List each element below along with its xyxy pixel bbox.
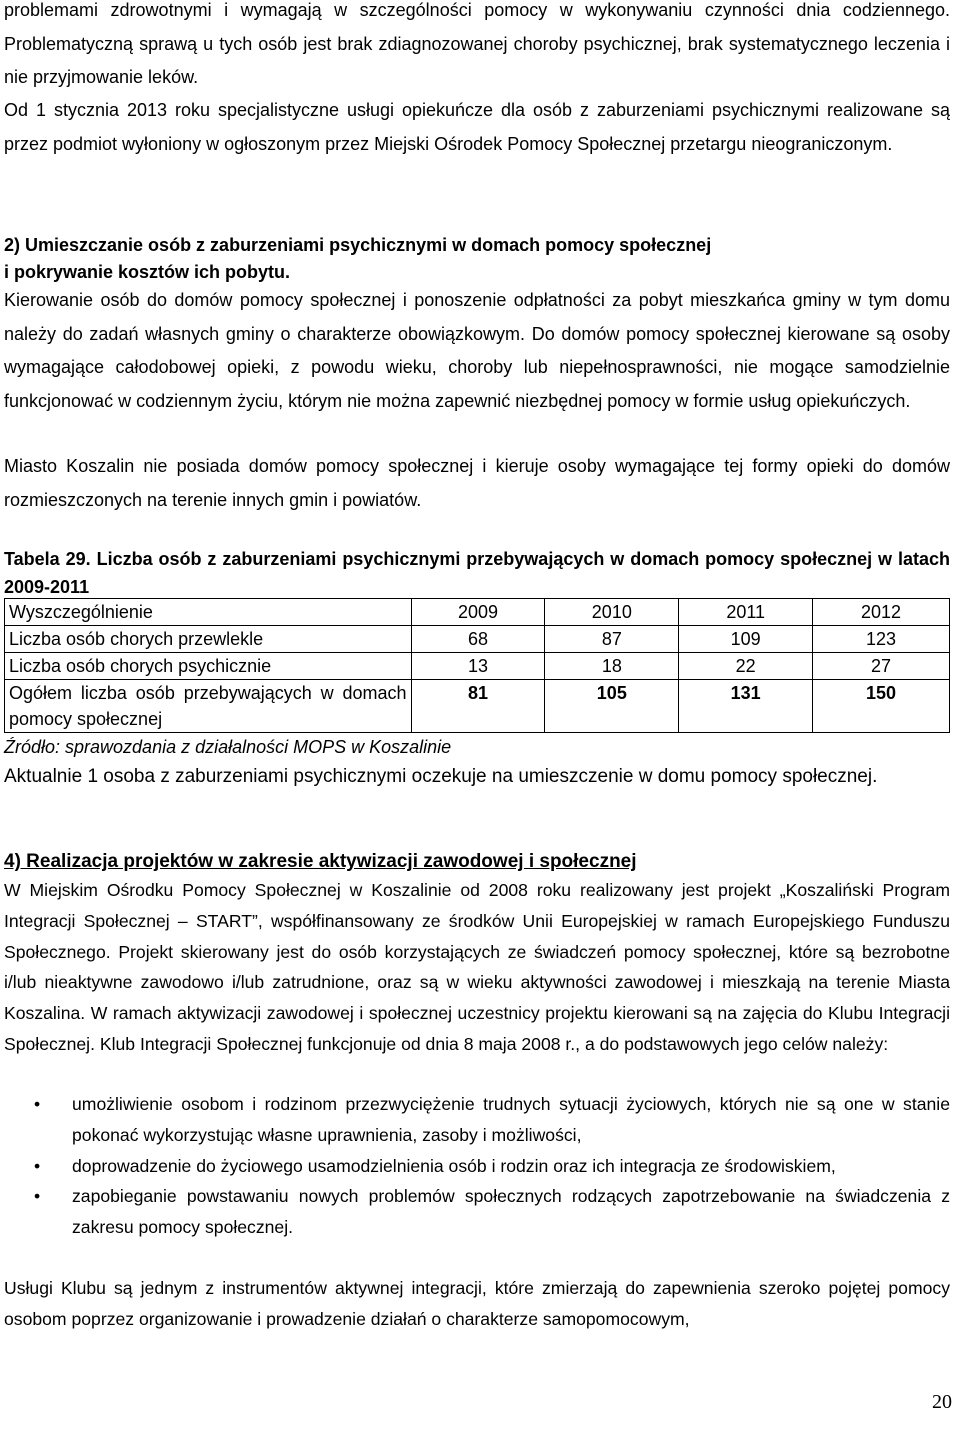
paragraph-start-program: W Miejskim Ośrodku Pomocy Społecznej w Koszalinie od 2008 roku realizowany jest projekt „Koszaliński Program Integracji Społecznej – START”, współfinansowany ze środków Unii Europejskiej w ramach Europejskiego Funduszu Społecznego. Projekt skierowany jest do osób korzystających ze świadczeń pomocy społecznej, które są bezrobotne i/lub nieaktywne zawodowo i/lub zatrudnione, oraz są w wieku aktywności zawodowej i mieszkają na terenie Miasta Koszalina. W ramach aktywizacji zawodowej i społecznej uczestnicy projektu kierowani są na zajęcia do Klubu Integracji Społecznej. Klub Integracji Społecznej funkcjonuje od dnia 8 maja 2008 r., a do podstawowych jego celów należy: — [4, 880, 950, 1054]
table-row-label: Ogółem liczba osób przebywających w domach pomocy społecznej — [5, 680, 412, 733]
bullet-icon: • — [34, 1186, 41, 1207]
paragraph-intro-continuation: problemami zdrowotnymi i wymagają w szczególności pomocy w wykonywaniu czynności dnia codziennego. Problematyczną sprawą u tych osób jest brak zdiagnozowanej choroby psychicznej, brak systematycznego leczenia i nie przyjmowanie leków. — [4, 0, 950, 87]
table-cell: 123 — [813, 626, 950, 653]
table-caption — [4, 545, 950, 601]
section-heading-2 — [4, 232, 950, 286]
table-header-row — [5, 599, 950, 626]
table-header-cell: 2009 — [411, 599, 545, 626]
paragraph-club-services: Usługi Klubu są jednym z instrumentów aktywnej integracji, które zmierzają do zapewnienia szeroko pojętej pomocy osobom poprzez organizowanie i prowadzenie działań o charakterze samopomocowym, — [4, 1278, 950, 1329]
table-cell: 27 — [813, 653, 950, 680]
list-item-text: umożliwienie osobom i rodzinom przezwyciężenie trudnych sytuacji życiowych, których nie są one w stanie pokonać wykorzystując własne uprawnienia, zasoby i możliwości, — [72, 1094, 950, 1145]
table-row-total — [5, 680, 950, 733]
paragraph-waiting-person: Aktualnie 1 osoba z zaburzeniami psychicznymi oczekuje na umieszczenie w domu pomocy społecznej. — [4, 766, 878, 787]
table-cell: 87 — [545, 626, 679, 653]
bullet-icon: • — [34, 1094, 41, 1114]
section-heading-4: 4) Realizacja projektów w zakresie aktywizacji zawodowej i społecznej — [4, 851, 637, 872]
table-row-label: Liczba osób chorych psychicznie — [5, 653, 412, 680]
table-cell: 81 — [411, 680, 545, 733]
table-row — [5, 626, 950, 653]
table-row — [5, 653, 950, 680]
table-cell: 109 — [679, 626, 813, 653]
page-number: 20 — [932, 1391, 952, 1413]
table-caption-text: Liczba osób z zaburzeniami psychicznymi przebywających w domach pomocy społecznej w latach 2009-2011 — [4, 549, 950, 597]
list-item — [4, 1151, 950, 1182]
table-header-cell: 2012 — [813, 599, 950, 626]
table-source-note: Źródło: sprawozdania z działalności MOPS w Koszalinie — [4, 737, 452, 757]
table-caption-label: Tabela 29. — [4, 549, 91, 569]
table-cell: 105 — [545, 680, 679, 733]
table-header-cell: Wyszczególnienie — [5, 599, 412, 626]
table-header-cell: 2011 — [679, 599, 813, 626]
paragraph-specialist-services: Od 1 stycznia 2013 roku specjalistyczne usługi opiekuńcze dla osób z zaburzeniami psychicznymi realizowane są przez podmiot wyłoniony w ogłoszonym przez Miejski Ośrodek Pomocy Społecznej przetargu nieograniczonym. — [4, 100, 950, 154]
table-cell: 131 — [679, 680, 813, 733]
table-cell: 68 — [411, 626, 545, 653]
list-item-text: doprowadzenie do życiowego usamodzielnienia osób i rodzin oraz ich integracja ze środowiskiem, — [72, 1155, 836, 1176]
list-item — [4, 1181, 950, 1243]
list-item-text: zapobieganie powstawaniu nowych problemów społecznych rodzących zapotrzebowanie na świadczenia z zakresu pomocy społecznej. — [72, 1186, 950, 1238]
section-heading-2-line-2: i pokrywanie kosztów ich pobytu. — [4, 262, 291, 282]
data-table — [4, 598, 950, 733]
table-cell: 150 — [813, 680, 950, 733]
table-row-label: Liczba osób chorych przewlekle — [5, 626, 412, 653]
section-heading-2-line-1: 2) Umieszczanie osób z zaburzeniami psychicznymi w domach pomocy społecznej — [4, 235, 712, 255]
table-cell: 22 — [679, 653, 813, 680]
goals-list — [4, 1089, 950, 1243]
table-cell: 13 — [411, 653, 545, 680]
bullet-icon: • — [34, 1155, 41, 1176]
paragraph-city-koszalin: Miasto Koszalin nie posiada domów pomocy społecznej i kieruje osoby wymagające tej formy opieki do domów rozmieszczonych na terenie innych gmin i powiatów. — [4, 456, 950, 510]
table-cell: 18 — [545, 653, 679, 680]
list-item — [4, 1089, 950, 1151]
paragraph-care-homes: Kierowanie osób do domów pomocy społecznej i ponoszenie odpłatności za pobyt mieszkańca gminy w tym domu należy do zadań własnych gminy o charakterze obowiązkowym. Do domów pomocy społecznej kierowane są osoby wymagające całodobowej opieki, z powodu wieku, choroby lub niepełnosprawności, nie mogące samodzielnie funkcjonować w codziennym życiu, którym nie można zapewnić niezbędnej pomocy w formie usług opiekuńczych. — [4, 290, 950, 411]
table-header-cell: 2010 — [545, 599, 679, 626]
